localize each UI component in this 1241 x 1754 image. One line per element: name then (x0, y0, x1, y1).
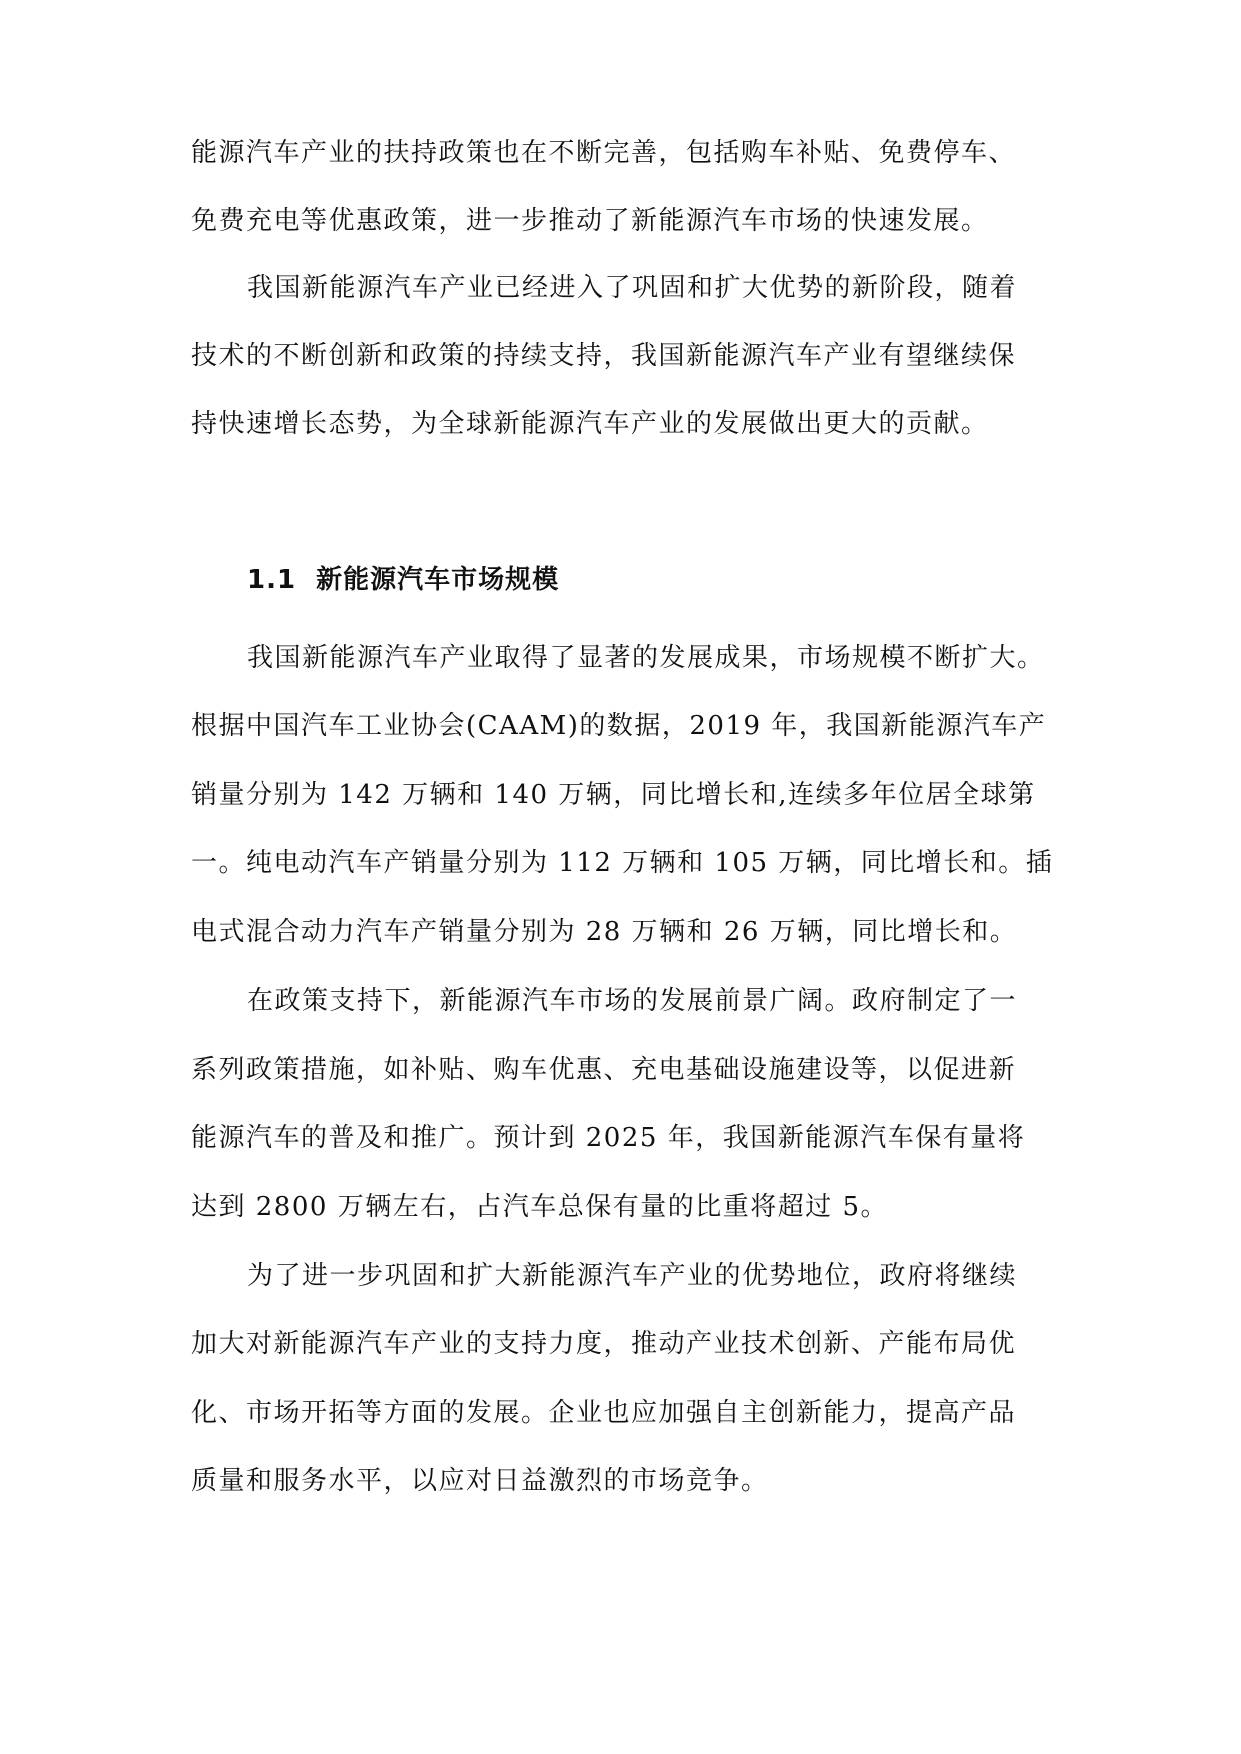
paragraph-line: 能源汽车的普及和推广。预计到 2025 年，我国新能源汽车保有量将 (191, 1123, 1026, 1153)
paragraph-line: 在政策支持下，新能源汽车市场的发展前景广阔。政府制定了一 (247, 986, 1018, 1016)
paragraph-line: 质量和服务水平，以应对日益激烈的市场竞争。 (191, 1466, 769, 1496)
section-number: 1.1 (247, 565, 297, 595)
paragraph-line: 持快速增长态势，为全球新能源汽车产业的发展做出更大的贡献。 (191, 409, 989, 439)
paragraph-line: 能源汽车产业的扶持政策也在不断完善，包括购车补贴、免费停车、 (191, 138, 1017, 168)
paragraph-line: 为了进一步巩固和扩大新能源汽车产业的优势地位，政府将继续 (247, 1261, 1018, 1291)
paragraph-line: 系列政策措施，如补贴、购车优惠、充电基础设施建设等，以促进新 (191, 1055, 1017, 1085)
section-heading (247, 562, 559, 598)
paragraph-line: 化、市场开拓等方面的发展。企业也应加强自主创新能力，提高产品 (191, 1398, 1017, 1428)
paragraph-line: 免费充电等优惠政策，进一步推动了新能源汽车市场的快速发展。 (191, 206, 989, 236)
paragraph-line: 销量分别为 142 万辆和 140 万辆，同比增长和,连续多年位居全球第 (191, 780, 1036, 810)
paragraph-line: 根据中国汽车工业协会(CAAM)的数据，2019 年，我国新能源汽车产 (191, 711, 1047, 741)
paragraph-line: 电式混合动力汽车产销量分别为 28 万辆和 26 万辆，同比增长和。 (191, 917, 1018, 947)
paragraph-line: 技术的不断创新和政策的持续支持，我国新能源汽车产业有望继续保 (191, 341, 1017, 371)
section-title: 新能源汽车市场规模 (316, 565, 560, 595)
paragraph-line: 加大对新能源汽车产业的支持力度，推动产业技术创新、产能布局优 (191, 1329, 1017, 1359)
paragraph-line: 我国新能源汽车产业取得了显著的发展成果，市场规模不断扩大。 (247, 643, 1045, 673)
paragraph-line: 一。纯电动汽车产销量分别为 112 万辆和 105 万辆，同比增长和。插 (191, 848, 1054, 878)
paragraph-line: 达到 2800 万辆左右，占汽车总保有量的比重将超过 5。 (191, 1192, 889, 1222)
paragraph-line: 我国新能源汽车产业已经进入了巩固和扩大优势的新阶段，随着 (247, 273, 1018, 303)
